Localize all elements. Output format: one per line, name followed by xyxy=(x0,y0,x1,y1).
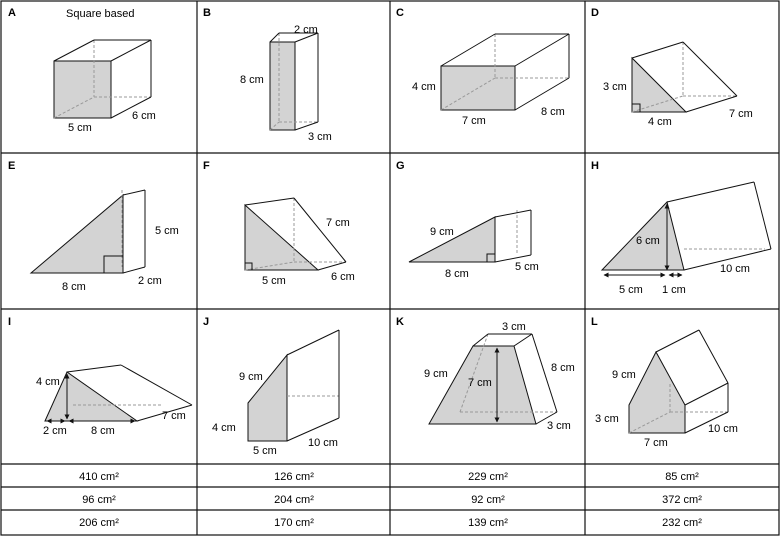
dim-label: 2 cm xyxy=(138,275,162,287)
dim-label: 5 cm xyxy=(515,261,539,273)
dim-label: 6 cm xyxy=(636,235,660,247)
shape-letter: E xyxy=(8,160,16,172)
shape-b-cell xyxy=(203,7,332,143)
shape-letter: C xyxy=(396,7,404,19)
dim-label: 7 cm xyxy=(326,217,350,229)
dim-label: 5 cm xyxy=(619,284,643,296)
shape-letter: D xyxy=(591,7,599,19)
answer-cell: 170 cm² xyxy=(274,517,314,529)
dim-label: 9 cm xyxy=(612,369,636,381)
dim-label: 10 cm xyxy=(308,437,338,449)
dim-label: 3 cm xyxy=(603,81,627,93)
dim-label: 2 cm xyxy=(294,24,318,36)
shape-c-cell xyxy=(396,7,569,127)
shape-h-cell xyxy=(591,160,771,296)
shape-letter: I xyxy=(8,316,12,328)
dim-label: 4 cm xyxy=(36,376,60,388)
shape-f-cell xyxy=(203,160,355,287)
shape-letter: B xyxy=(203,7,211,19)
dim-label: 9 cm xyxy=(430,226,454,238)
shape-l-cell xyxy=(591,316,738,449)
dim-label: 6 cm xyxy=(132,110,156,122)
answer-cell: 85 cm² xyxy=(665,471,699,483)
shape-i-cell xyxy=(8,316,192,437)
shape-a-cell xyxy=(8,7,156,134)
dim-label: 9 cm xyxy=(239,371,263,383)
answer-cell: 92 cm² xyxy=(471,494,505,506)
dim-label: 3 cm xyxy=(547,420,571,432)
dim-label: 1 cm xyxy=(662,284,686,296)
dim-label: 5 cm xyxy=(155,225,179,237)
dim-label: 4 cm xyxy=(212,422,236,434)
dim-label: 5 cm xyxy=(68,122,92,134)
shape-note: Square based xyxy=(66,8,135,20)
answer-cell: 126 cm² xyxy=(274,471,314,483)
dim-label: 7 cm xyxy=(729,108,753,120)
dim-label: 3 cm xyxy=(502,321,526,333)
dim-label: 8 cm xyxy=(541,106,565,118)
dim-label: 6 cm xyxy=(331,271,355,283)
dim-label: 3 cm xyxy=(308,131,332,143)
answer-cell: 232 cm² xyxy=(662,517,702,529)
dim-label: 5 cm xyxy=(253,445,277,457)
shape-j-cell xyxy=(203,316,339,457)
dim-label: 4 cm xyxy=(412,81,436,93)
answer-cell: 204 cm² xyxy=(274,494,314,506)
dim-label: 5 cm xyxy=(262,275,286,287)
shape-e-cell xyxy=(8,160,179,293)
dim-label: 7 cm xyxy=(644,437,668,449)
shape-letter: K xyxy=(396,316,404,328)
dim-label: 8 cm xyxy=(91,425,115,437)
answer-cell: 229 cm² xyxy=(468,471,508,483)
dim-label: 8 cm xyxy=(551,362,575,374)
shape-letter: A xyxy=(8,7,16,19)
shape-letter: L xyxy=(591,316,598,328)
answer-cell: 372 cm² xyxy=(662,494,702,506)
shape-letter: F xyxy=(203,160,210,172)
shape-letter: G xyxy=(396,160,405,172)
dim-label: 10 cm xyxy=(720,263,750,275)
shape-k-cell xyxy=(396,316,575,432)
answer-cell: 139 cm² xyxy=(468,517,508,529)
answers-table xyxy=(79,471,702,529)
dim-label: 8 cm xyxy=(62,281,86,293)
shape-letter: H xyxy=(591,160,599,172)
dim-label: 9 cm xyxy=(424,368,448,380)
dim-label: 10 cm xyxy=(708,423,738,435)
dim-label: 7 cm xyxy=(468,377,492,389)
answer-cell: 96 cm² xyxy=(82,494,116,506)
dim-label: 7 cm xyxy=(162,410,186,422)
shape-d-cell xyxy=(591,7,753,128)
dim-label: 8 cm xyxy=(445,268,469,280)
shape-letter: J xyxy=(203,316,210,328)
dim-label: 8 cm xyxy=(240,74,264,86)
answer-cell: 206 cm² xyxy=(79,517,119,529)
dim-label: 7 cm xyxy=(462,115,486,127)
dim-label: 4 cm xyxy=(648,116,672,128)
dim-label: 2 cm xyxy=(43,425,67,437)
answer-cell: 410 cm² xyxy=(79,471,119,483)
dim-label: 3 cm xyxy=(595,413,619,425)
shape-g-cell xyxy=(396,160,539,280)
